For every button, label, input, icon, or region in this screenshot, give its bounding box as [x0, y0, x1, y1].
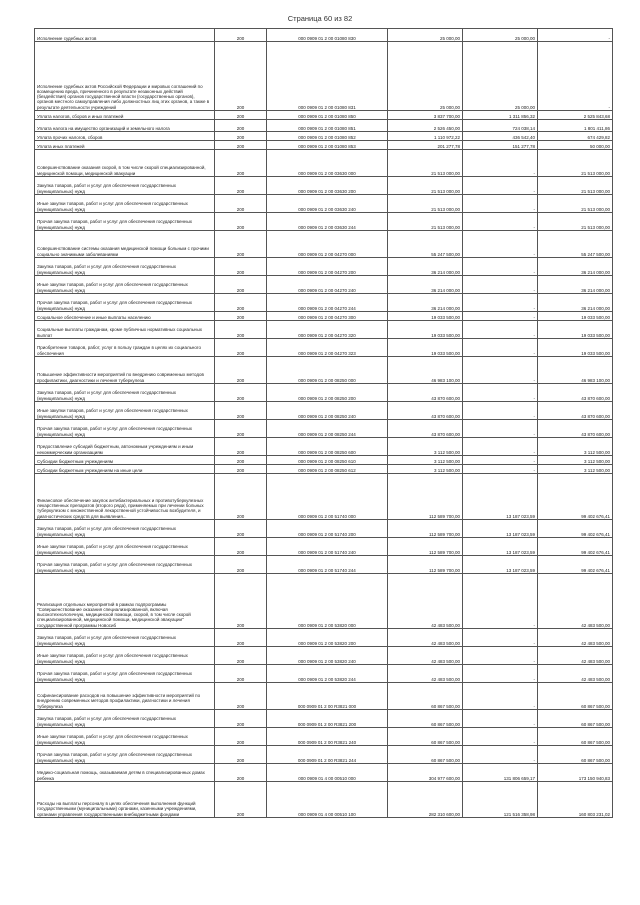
remainder-amount-cell: 21 513 000,00 [538, 177, 613, 195]
executed-amount-cell: 724 038,14 [463, 120, 538, 132]
row-name-cell: Субсидии бюджетным учреждениям [35, 456, 215, 465]
row-name-cell: Совершенствование системы оказания медицинской помощи больным с прочими социально значимыми заболеваниями [35, 231, 215, 258]
executed-amount-cell: - [463, 258, 538, 276]
remainder-amount-cell: 21 513 000,00 [538, 150, 613, 177]
row-name-cell: Закупка товаров, работ и услуг для обеспечения государственных (муниципальных) нужд [35, 177, 215, 195]
approved-amount-cell: 60 867 500,00 [388, 710, 463, 728]
budget-code-cell: 000 0909 01 2 00 04270 320 [267, 321, 388, 339]
table-row [35, 710, 613, 728]
row-name-cell: Социальное обеспечение и иные выплаты населению [35, 312, 215, 321]
budget-code-cell: 000 0909 01 2 00 04270 240 [267, 276, 388, 294]
remainder-amount-cell: 99 402 676,41 [538, 556, 613, 574]
remainder-amount-cell: 3 112 500,00 [538, 438, 613, 456]
row-name-cell: Уплата налогов, сборов и иных платежей [35, 111, 215, 120]
remainder-amount-cell: 99 402 676,41 [538, 520, 613, 538]
table-row [35, 29, 613, 42]
admin-code-cell: 200 [215, 629, 267, 647]
remainder-amount-cell: 60 867 500,00 [538, 746, 613, 764]
row-name-cell: Закупка товаров, работ и услуг для обеспечения государственных (муниципальных) нужд [35, 384, 215, 402]
table-row [35, 556, 613, 574]
admin-code-cell: 200 [215, 150, 267, 177]
admin-code-cell: 200 [215, 402, 267, 420]
budget-code-cell: 000 0909 01 2 00 51740 000 [267, 474, 388, 520]
approved-amount-cell: 3 837 700,00 [388, 111, 463, 120]
table-row [35, 438, 613, 456]
table-row [35, 574, 613, 629]
budget-code-cell: 000 0909 01 2 00 53820 244 [267, 665, 388, 683]
remainder-amount-cell: 19 033 500,00 [538, 312, 613, 321]
row-name-cell: Иные закупки товаров, работ и услуг для обеспечения государственных (муниципальных) нужд [35, 195, 215, 213]
remainder-amount-cell: 2 525 843,68 [538, 111, 613, 120]
approved-amount-cell: 60 867 500,00 [388, 683, 463, 710]
admin-code-cell: 200 [215, 728, 267, 746]
table-row [35, 764, 613, 782]
admin-code-cell: 200 [215, 42, 267, 111]
budget-code-cell: 000 0909 01 2 00 53820 200 [267, 629, 388, 647]
row-name-cell: Реализация отдельных мероприятий в рамках подпрограммы "Совершенствование оказания специализированной, включая высокотехнологичную, медицинской помощи, скорой, в том числе скорой специализированной, медицинской помощи, медицинской эвакуации" государственной программы Новосиб [35, 574, 215, 629]
admin-code-cell: 200 [215, 474, 267, 520]
remainder-amount-cell: 21 513 000,00 [538, 213, 613, 231]
admin-code-cell: 200 [215, 456, 267, 465]
budget-code-cell: 000 0909 01 2 00 53820 000 [267, 574, 388, 629]
approved-amount-cell: 55 247 500,00 [388, 231, 463, 258]
table-row [35, 474, 613, 520]
remainder-amount-cell: 3 112 500,00 [538, 465, 613, 474]
budget-code-cell: 000 0909 01 2 00 04270 000 [267, 231, 388, 258]
admin-code-cell: 200 [215, 339, 267, 357]
executed-amount-cell: 13 187 023,59 [463, 474, 538, 520]
approved-amount-cell: 46 983 100,00 [388, 357, 463, 384]
row-name-cell: Медико-социальная помощь, оказываемая детям в специализированных домах ребенка [35, 764, 215, 782]
remainder-amount-cell: 36 214 000,00 [538, 294, 613, 312]
table-row [35, 294, 613, 312]
approved-amount-cell: 3 112 500,00 [388, 456, 463, 465]
budget-code-cell: 000 0909 01 2 00 03630 240 [267, 195, 388, 213]
admin-code-cell: 200 [215, 764, 267, 782]
row-name-cell: Закупка товаров, работ и услуг для обеспечения государственных (муниципальных) нужд [35, 710, 215, 728]
row-name-cell: Субсидии бюджетным учреждениям на иные цели [35, 465, 215, 474]
row-name-cell: Иные закупки товаров, работ и услуг для обеспечения государственных (муниципальных) нужд [35, 728, 215, 746]
budget-code-cell: 000 0909 01 2 00 01080 850 [267, 111, 388, 120]
table-row [35, 132, 613, 141]
row-name-cell: Совершенствование оказания скорой, в том числе скорой специализированной, медицинской помощи, медицинской эвакуации [35, 150, 215, 177]
row-name-cell: Уплата прочих налогов, сборов [35, 132, 215, 141]
approved-amount-cell: 43 870 600,00 [388, 420, 463, 438]
executed-amount-cell: - [463, 683, 538, 710]
row-name-cell: Предоставление субсидий бюджетным, автономным учреждениям и иным некоммерческим организациям [35, 438, 215, 456]
admin-code-cell: 200 [215, 195, 267, 213]
executed-amount-cell: 13 187 023,59 [463, 520, 538, 538]
executed-amount-cell: 13 187 023,59 [463, 538, 538, 556]
row-name-cell: Исполнение судебных актов [35, 29, 215, 42]
executed-amount-cell: - [463, 665, 538, 683]
row-name-cell: Расходы на выплаты персоналу в целях обеспечения выполнения функций государственными (муниципальными) органами, казенными учреждениями, органами управления государственными внебюджетными фондами [35, 782, 215, 818]
budget-code-cell: 000 0909 01 2 00 04270 200 [267, 258, 388, 276]
admin-code-cell: 200 [215, 683, 267, 710]
approved-amount-cell: 60 867 500,00 [388, 728, 463, 746]
executed-amount-cell: - [463, 384, 538, 402]
admin-code-cell: 200 [215, 574, 267, 629]
approved-amount-cell: 304 977 600,00 [388, 764, 463, 782]
admin-code-cell: 200 [215, 647, 267, 665]
executed-amount-cell: 131 806 659,17 [463, 764, 538, 782]
row-name-cell: Иные закупки товаров, работ и услуг для обеспечения государственных (муниципальных) нужд [35, 402, 215, 420]
table-row [35, 195, 613, 213]
approved-amount-cell: 42 483 500,00 [388, 665, 463, 683]
admin-code-cell: 200 [215, 312, 267, 321]
table-row [35, 177, 613, 195]
row-name-cell: Уплата иных платежей [35, 141, 215, 150]
budget-code-cell: 000 0909 01 2 00 01080 853 [267, 141, 388, 150]
budget-execution-table [34, 28, 613, 818]
executed-amount-cell: - [463, 294, 538, 312]
executed-amount-cell: - [463, 438, 538, 456]
approved-amount-cell: 201 277,78 [388, 141, 463, 150]
table-row [35, 111, 613, 120]
remainder-amount-cell: 55 247 500,00 [538, 231, 613, 258]
budget-code-cell: 000 0909 01 2 00 04270 244 [267, 294, 388, 312]
remainder-amount-cell: 46 983 100,00 [538, 357, 613, 384]
budget-code-cell: 000 0909 01 2 00 53820 240 [267, 647, 388, 665]
budget-code-cell: 000 0909 01 2 00 03630 200 [267, 177, 388, 195]
budget-code-cell: 000 0909 01 2 00 08250 200 [267, 384, 388, 402]
table-row [35, 141, 613, 150]
admin-code-cell: 200 [215, 276, 267, 294]
executed-amount-cell: - [463, 574, 538, 629]
row-name-cell: Повышение эффективности мероприятий по внедрению современных методов профилактики, диагностики и лечения туберкулеза [35, 357, 215, 384]
table-row [35, 276, 613, 294]
executed-amount-cell: - [463, 276, 538, 294]
executed-amount-cell: 1 311 856,32 [463, 111, 538, 120]
executed-amount-cell: - [463, 746, 538, 764]
remainder-amount-cell: 36 214 000,00 [538, 276, 613, 294]
budget-code-cell: 000 0909 01 2 00 08250 610 [267, 456, 388, 465]
executed-amount-cell: - [463, 465, 538, 474]
table-row [35, 782, 613, 818]
remainder-amount-cell: 160 803 231,02 [538, 782, 613, 818]
approved-amount-cell: 21 513 000,00 [388, 177, 463, 195]
remainder-amount-cell: - [538, 42, 613, 111]
remainder-amount-cell: 43 870 600,00 [538, 384, 613, 402]
executed-amount-cell: 25 000,00 [463, 29, 538, 42]
executed-amount-cell: - [463, 339, 538, 357]
admin-code-cell: 200 [215, 231, 267, 258]
remainder-amount-cell: 43 870 600,00 [538, 402, 613, 420]
budget-code-cell: 000 0909 01 2 00 51740 240 [267, 538, 388, 556]
budget-code-cell: 000 0909 01 2 00 08250 000 [267, 357, 388, 384]
approved-amount-cell: 112 589 700,00 [388, 556, 463, 574]
approved-amount-cell: 36 214 000,00 [388, 294, 463, 312]
budget-code-cell: 000 0909 01 2 00 04270 323 [267, 339, 388, 357]
table-row [35, 647, 613, 665]
table-row [35, 150, 613, 177]
row-name-cell: Исполнение судебных актов Российской Федерации и мировых соглашений по возмещению вреда, причиненного в результате незаконных действий (бездействия) органов государственной власти (государственных органов), органов местного самоуправления либо должностных лиц этих органов, а также в результате деятельности учреждений [35, 42, 215, 111]
admin-code-cell: 200 [215, 746, 267, 764]
budget-code-cell: 000 0909 01 2 00 01080 851 [267, 120, 388, 132]
remainder-amount-cell: 173 150 940,83 [538, 764, 613, 782]
budget-code-cell: 000 0909 01 2 00 03630 000 [267, 150, 388, 177]
table-row [35, 402, 613, 420]
approved-amount-cell: 112 589 700,00 [388, 538, 463, 556]
admin-code-cell: 200 [215, 29, 267, 42]
executed-amount-cell: - [463, 312, 538, 321]
admin-code-cell: 200 [215, 782, 267, 818]
executed-amount-cell: - [463, 456, 538, 465]
table-row [35, 683, 613, 710]
admin-code-cell: 200 [215, 141, 267, 150]
admin-code-cell: 200 [215, 321, 267, 339]
approved-amount-cell: 25 000,00 [388, 42, 463, 111]
row-name-cell: Софинансирование расходов на повышение эффективности мероприятий по внедрению современных методов профилактики, диагностики и лечения туберкулеза [35, 683, 215, 710]
approved-amount-cell: 43 870 600,00 [388, 402, 463, 420]
executed-amount-cell: 121 516 358,98 [463, 782, 538, 818]
row-name-cell: Иные закупки товаров, работ и услуг для обеспечения государственных (муниципальных) нужд [35, 538, 215, 556]
table-row [35, 538, 613, 556]
row-name-cell: Закупка товаров, работ и услуг для обеспечения государственных (муниципальных) нужд [35, 520, 215, 538]
table-row [35, 420, 613, 438]
remainder-amount-cell: 99 402 676,41 [538, 474, 613, 520]
approved-amount-cell: 36 214 000,00 [388, 276, 463, 294]
executed-amount-cell: - [463, 402, 538, 420]
budget-code-cell: 000 0909 01 2 00 08250 612 [267, 465, 388, 474]
budget-code-cell: 000 0909 01 4 00 00510 100 [267, 782, 388, 818]
executed-amount-cell: - [463, 420, 538, 438]
budget-code-cell: 000 0909 01 2 00 51740 244 [267, 556, 388, 574]
admin-code-cell: 200 [215, 384, 267, 402]
table-row [35, 339, 613, 357]
admin-code-cell: 200 [215, 132, 267, 141]
table-row [35, 258, 613, 276]
executed-amount-cell: - [463, 150, 538, 177]
approved-amount-cell: 43 870 600,00 [388, 384, 463, 402]
admin-code-cell: 200 [215, 710, 267, 728]
remainder-amount-cell: 42 483 500,00 [538, 647, 613, 665]
remainder-amount-cell: 674 429,82 [538, 132, 613, 141]
row-name-cell: Социальные выплаты гражданам, кроме публичных нормативных социальных выплат [35, 321, 215, 339]
executed-amount-cell: - [463, 177, 538, 195]
table-row [35, 42, 613, 111]
table-row [35, 120, 613, 132]
admin-code-cell: 200 [215, 213, 267, 231]
row-name-cell: Прочая закупка товаров, работ и услуг для обеспечения государственных (муниципальных) нужд [35, 746, 215, 764]
admin-code-cell: 200 [215, 258, 267, 276]
table-row [35, 665, 613, 683]
table-row [35, 629, 613, 647]
admin-code-cell: 200 [215, 111, 267, 120]
executed-amount-cell: - [463, 710, 538, 728]
remainder-amount-cell: 99 402 676,41 [538, 538, 613, 556]
budget-code-cell: 000 0909 01 2 00 01080 830 [267, 29, 388, 42]
approved-amount-cell: 112 589 700,00 [388, 520, 463, 538]
approved-amount-cell: 36 214 000,00 [388, 258, 463, 276]
remainder-amount-cell: 3 112 500,00 [538, 456, 613, 465]
remainder-amount-cell: 60 867 500,00 [538, 710, 613, 728]
approved-amount-cell: 25 000,00 [388, 29, 463, 42]
row-name-cell: Финансовое обеспечение закупок антибактериальных и противотуберкулезных лекарственных препаратов (второго ряда), применяемых при лечении больных туберкулезом с множественной лекарственной устойчивостью возбудителя, и диагностических средств для выявления... [35, 474, 215, 520]
admin-code-cell: 200 [215, 294, 267, 312]
budget-code-cell: 000 0909 01 2 00 R3821 244 [267, 746, 388, 764]
table-row [35, 456, 613, 465]
executed-amount-cell: 25 000,00 [463, 42, 538, 111]
budget-code-cell: 000 0909 01 2 00 R3821 000 [267, 683, 388, 710]
executed-amount-cell: - [463, 321, 538, 339]
approved-amount-cell: 60 867 500,00 [388, 746, 463, 764]
approved-amount-cell: 2 526 450,00 [388, 120, 463, 132]
approved-amount-cell: 21 513 000,00 [388, 213, 463, 231]
table-body [35, 29, 613, 818]
budget-code-cell: 000 0909 01 2 00 R3821 200 [267, 710, 388, 728]
remainder-amount-cell: 60 867 500,00 [538, 683, 613, 710]
remainder-amount-cell: 42 483 500,00 [538, 629, 613, 647]
admin-code-cell: 200 [215, 556, 267, 574]
budget-code-cell: 000 0909 01 2 00 01080 852 [267, 132, 388, 141]
executed-amount-cell: - [463, 357, 538, 384]
approved-amount-cell: 112 589 700,00 [388, 474, 463, 520]
budget-code-cell: 000 0909 01 2 00 08250 600 [267, 438, 388, 456]
approved-amount-cell: 42 483 500,00 [388, 647, 463, 665]
remainder-amount-cell: 21 513 000,00 [538, 195, 613, 213]
budget-code-cell: 000 0909 01 4 00 00510 000 [267, 764, 388, 782]
remainder-amount-cell: 42 483 500,00 [538, 665, 613, 683]
approved-amount-cell: 1 110 972,22 [388, 132, 463, 141]
row-name-cell: Закупка товаров, работ и услуг для обеспечения государственных (муниципальных) нужд [35, 629, 215, 647]
remainder-amount-cell: 42 483 500,00 [538, 574, 613, 629]
executed-amount-cell: - [463, 629, 538, 647]
approved-amount-cell: 282 310 600,00 [388, 782, 463, 818]
budget-code-cell: 000 0909 01 2 00 08250 244 [267, 420, 388, 438]
executed-amount-cell: - [463, 195, 538, 213]
row-name-cell: Прочая закупка товаров, работ и услуг для обеспечения государственных (муниципальных) нужд [35, 420, 215, 438]
remainder-amount-cell: 43 870 600,00 [538, 420, 613, 438]
executed-amount-cell: - [463, 231, 538, 258]
remainder-amount-cell: 19 033 500,00 [538, 339, 613, 357]
approved-amount-cell: 3 112 500,00 [388, 465, 463, 474]
table-row [35, 357, 613, 384]
row-name-cell: Прочая закупка товаров, работ и услуг для обеспечения государственных (муниципальных) нужд [35, 294, 215, 312]
budget-code-cell: 000 0909 01 2 00 01080 831 [267, 42, 388, 111]
admin-code-cell: 200 [215, 538, 267, 556]
admin-code-cell: 200 [215, 120, 267, 132]
remainder-amount-cell: 1 801 411,86 [538, 120, 613, 132]
admin-code-cell: 200 [215, 420, 267, 438]
table-row [35, 321, 613, 339]
admin-code-cell: 200 [215, 357, 267, 384]
remainder-amount-cell: 50 000,00 [538, 141, 613, 150]
remainder-amount-cell: 19 033 500,00 [538, 321, 613, 339]
admin-code-cell: 200 [215, 465, 267, 474]
executed-amount-cell: 13 187 023,59 [463, 556, 538, 574]
budget-code-cell: 000 0909 01 2 00 03630 244 [267, 213, 388, 231]
table-row [35, 520, 613, 538]
budget-code-cell: 000 0909 01 2 00 08250 240 [267, 402, 388, 420]
row-name-cell: Иные закупки товаров, работ и услуг для обеспечения государственных (муниципальных) нужд [35, 276, 215, 294]
admin-code-cell: 200 [215, 177, 267, 195]
approved-amount-cell: 42 483 500,00 [388, 574, 463, 629]
table-row [35, 384, 613, 402]
approved-amount-cell: 19 033 500,00 [388, 312, 463, 321]
row-name-cell: Приобретение товаров, работ, услуг в пользу граждан в целях их социального обеспечения [35, 339, 215, 357]
admin-code-cell: 200 [215, 438, 267, 456]
approved-amount-cell: 19 033 500,00 [388, 321, 463, 339]
executed-amount-cell: - [463, 647, 538, 665]
remainder-amount-cell: 60 867 500,00 [538, 728, 613, 746]
budget-code-cell: 000 0909 01 2 00 04270 300 [267, 312, 388, 321]
table-row [35, 312, 613, 321]
row-name-cell: Прочая закупка товаров, работ и услуг для обеспечения государственных (муниципальных) нужд [35, 556, 215, 574]
table-row [35, 231, 613, 258]
admin-code-cell: 200 [215, 665, 267, 683]
executed-amount-cell: - [463, 213, 538, 231]
row-name-cell: Уплата налога на имущество организаций и земельного налога [35, 120, 215, 132]
table-row [35, 728, 613, 746]
table-row [35, 213, 613, 231]
table-row [35, 746, 613, 764]
executed-amount-cell: 151 277,78 [463, 141, 538, 150]
executed-amount-cell: - [463, 728, 538, 746]
budget-code-cell: 000 0909 01 2 00 51740 200 [267, 520, 388, 538]
approved-amount-cell: 21 513 000,00 [388, 195, 463, 213]
executed-amount-cell: 436 542,40 [463, 132, 538, 141]
approved-amount-cell: 42 483 500,00 [388, 629, 463, 647]
row-name-cell: Прочая закупка товаров, работ и услуг для обеспечения государственных (муниципальных) нужд [35, 213, 215, 231]
admin-code-cell: 200 [215, 520, 267, 538]
page-number-header: Страница 60 из 82 [287, 14, 353, 23]
table-row [35, 465, 613, 474]
remainder-amount-cell: 36 214 000,00 [538, 258, 613, 276]
row-name-cell: Прочая закупка товаров, работ и услуг для обеспечения государственных (муниципальных) нужд [35, 665, 215, 683]
row-name-cell: Закупка товаров, работ и услуг для обеспечения государственных (муниципальных) нужд [35, 258, 215, 276]
remainder-amount-cell: - [538, 29, 613, 42]
row-name-cell: Иные закупки товаров, работ и услуг для обеспечения государственных (муниципальных) нужд [35, 647, 215, 665]
budget-code-cell: 000 0909 01 2 00 R3821 240 [267, 728, 388, 746]
approved-amount-cell: 3 112 500,00 [388, 438, 463, 456]
approved-amount-cell: 21 513 000,00 [388, 150, 463, 177]
approved-amount-cell: 19 033 500,00 [388, 339, 463, 357]
